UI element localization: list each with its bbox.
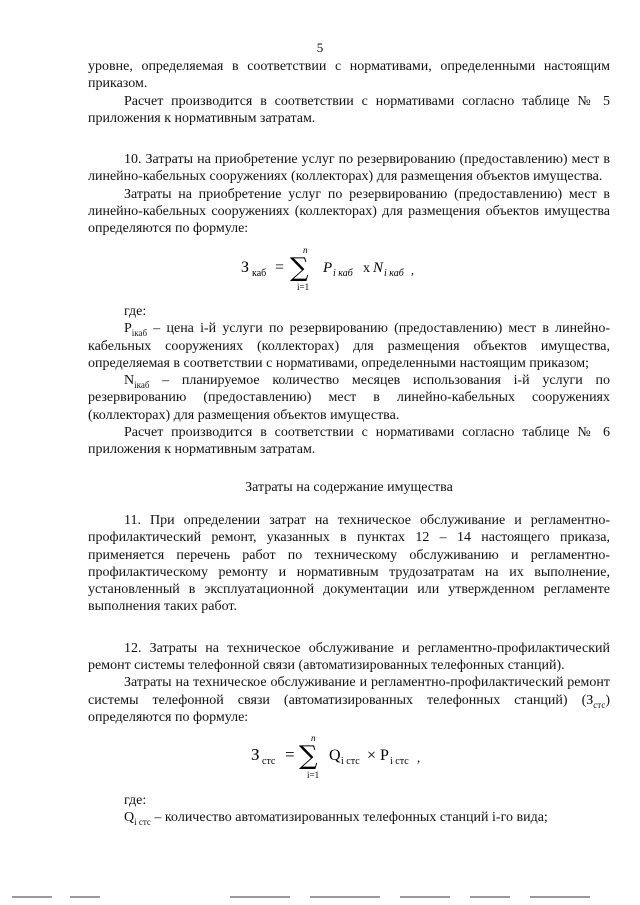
formula-cable [88, 244, 610, 299]
paragraph-item-12: 12. Затраты на техническое обслуживание и регламентно-профилактический ремонт системы телефонной связи (автоматизированных телефонных станций). [88, 640, 610, 674]
formula-cable-term1: P [323, 259, 333, 276]
p8-text-b: ) определяются по формуле: [88, 692, 610, 725]
def1-text: – цена i-й услуги по резервированию (предоставлению) мест в линейно-кабельных сооружениях (коллекторах) для размещения объектов имущества, определяемая в соответствии с нормативами, определенными настоящим приказом; [88, 321, 610, 371]
def2-text: – планируемое количество месяцев использования i-й услуги по резервированию (предоставлению) мест в линейно-кабельных сооружениях (коллекторах) для размещения объектов имущества. [88, 373, 610, 423]
formula-phone-lhs-sub: стс [262, 756, 276, 768]
formula-phone-sum-top: n [311, 733, 316, 744]
label-where-1: где: [124, 303, 147, 319]
formula-phone-lhs: З [251, 745, 260, 765]
formula-phone-end: , [417, 750, 421, 766]
formula-cable-sum-top: n [303, 244, 308, 255]
def1-subscript: iкаб [131, 328, 148, 339]
formula-cable-term2-sub: i каб [384, 267, 404, 279]
label-where-2: где: [124, 792, 147, 808]
p8-text-a: Затраты на техническое обслуживание и регламентно-профилактический ремонт системы телефонной связи (автоматизированных телефонных станций) (З [88, 675, 610, 708]
scan-artifact-bottom [0, 896, 640, 900]
formula-phone-term1: Q [329, 747, 341, 765]
paragraph-formula-intro-2 [88, 674, 610, 726]
formula-cable-term2: N [373, 259, 384, 276]
definition-q-phone [88, 809, 610, 826]
formula-cable-term1-sub: i каб [333, 267, 353, 279]
formula-phone [88, 732, 610, 787]
def3-symbol: Q [124, 809, 135, 825]
sigma-icon: ∑ [290, 252, 309, 283]
def1-symbol: P [124, 321, 132, 337]
def2-subscript: iкаб [134, 379, 150, 390]
formula-cable-equals: = [275, 258, 285, 276]
p8-subscript: стс [593, 699, 606, 710]
paragraph-item-10: 10. Затраты на приобретение услуг по резервированию (предоставлению) мест в линейно-кабельных сооружениях (коллекторах) для размещения объектов имущества. [88, 152, 610, 185]
formula-phone-svg [249, 732, 449, 782]
page-content [88, 58, 610, 826]
def2-symbol: N [124, 373, 135, 389]
formula-phone-term2: P [380, 747, 389, 765]
section-heading: Затраты на содержание имущества [245, 479, 453, 495]
formula-phone-term1-sub: i стс [341, 756, 360, 768]
formula-cable-sum-bottom: i=1 [297, 281, 310, 292]
formula-phone-times: × [367, 747, 377, 765]
paragraph-item-11: 11. При определении затрат на техническое обслуживание и регламентно-профилактический ремонт, указанных в пунктах 12 – 14 настоящего приказа, применяется перечень работ по техническому обслуживанию и регламентно-профилактическому ремонту и нормативным трудозатратам на их выполнение, установленный в эксплуатационной документации или утвержденном регламенте выполнения таких работ. [88, 512, 610, 615]
formula-cable-end: , [411, 262, 414, 277]
sigma-icon: ∑ [299, 741, 318, 772]
formula-phone-term2-sub: i стс [390, 756, 409, 768]
paragraph-calc-table6: Расчет производится в соответствии с нормативами согласно таблице № 6 приложения к нормативным затратам. [88, 425, 610, 458]
paragraph-formula-intro-1: Затраты на приобретение услуг по резервированию (предоставлению) мест в линейно-кабельных сооружениях (коллекторах) для размещения объектов имущества определяются по формуле: [88, 186, 610, 237]
def3-subscript: i стс [134, 816, 151, 827]
page-number: 5 [316, 40, 324, 55]
formula-phone-sum-bottom: i=1 [307, 770, 320, 781]
definition-p-cable [88, 320, 610, 372]
formula-cable-lhs-sub: каб [252, 267, 267, 279]
formula-phone-equals: = [285, 745, 295, 765]
formula-cable-lhs: З [241, 258, 250, 276]
formula-cable-times: x [363, 260, 370, 276]
paragraph-calc-table5: Расчет производится в соответствии с нормативами согласно таблице № 5 приложения к нормативным затратам. [88, 93, 610, 126]
paragraph-continuation: уровне, определяемая в соответствии с нормативами, определенными настоящим приказом. [88, 59, 610, 92]
definition-n-cable [88, 372, 610, 424]
def3-text: – количество автоматизированных телефонных станций i-го вида; [150, 809, 548, 825]
formula-cable-svg [239, 244, 459, 294]
